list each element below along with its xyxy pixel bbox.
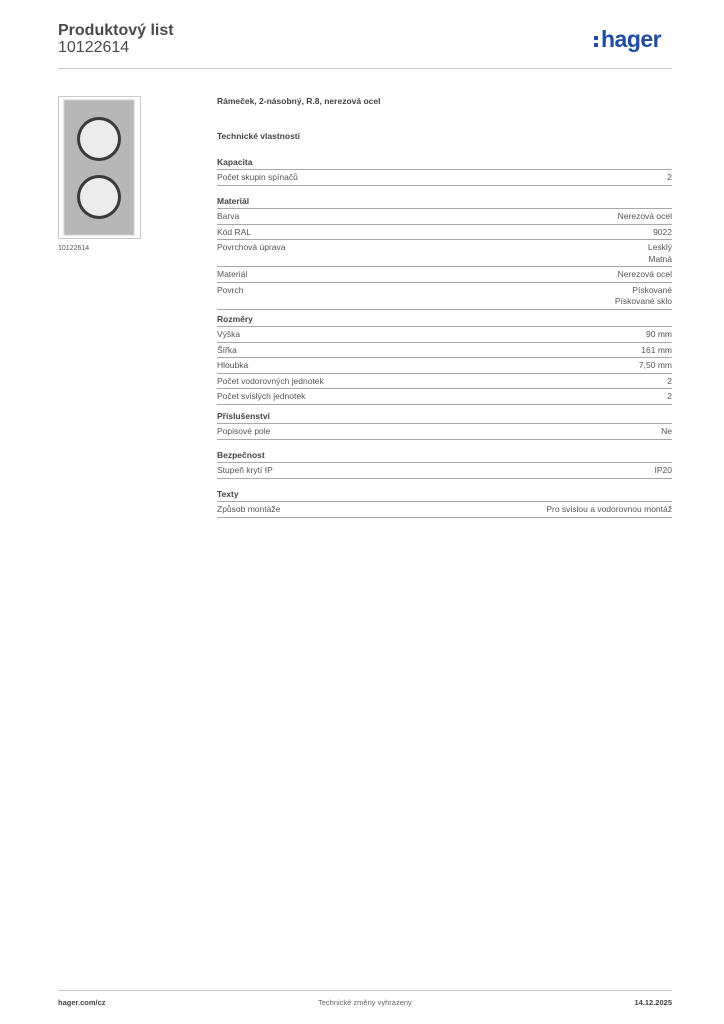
- footer-note: Technické změny vyhrazeny: [318, 998, 412, 1007]
- spec-label: Povrchová úprava: [217, 242, 286, 252]
- section-title: Texty: [217, 489, 672, 502]
- spec-value: 90 mm: [646, 329, 672, 339]
- spec-value: 2: [667, 391, 672, 401]
- spec-value: Pro svislou a vodorovnou montáž: [546, 504, 672, 514]
- logo-text: hager: [601, 26, 662, 52]
- product-name: Rámeček, 2-násobný, R.8, nerezová ocel: [217, 96, 381, 106]
- spec-value: IP20: [654, 465, 672, 475]
- spec-row: [217, 502, 672, 518]
- section-title: Kapacita: [217, 157, 672, 170]
- product-code: 10122614: [58, 39, 130, 56]
- spec-value: Ne: [661, 426, 672, 436]
- spec-value: Nerezová ocel: [617, 269, 672, 279]
- image-caption: 10122614: [58, 245, 90, 252]
- spec-row: [217, 170, 672, 186]
- spec-value: 2: [667, 375, 672, 386]
- spec-row: [217, 358, 672, 374]
- spec-row: [217, 389, 672, 405]
- spec-row: [217, 424, 672, 440]
- tech-properties-title: Technické vlastnosti: [217, 131, 300, 141]
- spec-row: [217, 374, 672, 390]
- spec-label: Hloubka: [217, 360, 249, 370]
- spec-value: 7,50 mm: [638, 360, 672, 370]
- spec-row: [217, 327, 672, 343]
- spec-label: Způsob montáže: [217, 504, 281, 514]
- spec-label: Stupeň krytí IP: [217, 465, 273, 475]
- product-image: [58, 96, 141, 239]
- spec-row: [217, 267, 672, 283]
- spec-row: [217, 343, 672, 359]
- spec-value: Nerezová ocel: [617, 211, 672, 221]
- spec-label: Kód RAL: [217, 226, 252, 237]
- spec-value: Pískované: [632, 284, 672, 295]
- spec-label: Počet svislých jednotek: [217, 391, 306, 401]
- page-title: Produktový list: [58, 22, 174, 39]
- spec-section-material: [217, 196, 672, 310]
- spec-section-prislusenstvi: [217, 411, 672, 440]
- spec-row: [217, 225, 672, 241]
- footer-website-link[interactable]: hager.com/cz: [58, 998, 106, 1007]
- spec-value: Matná: [648, 253, 672, 264]
- section-title: Bezpečnost: [217, 450, 672, 463]
- spec-label: Barva: [217, 211, 240, 221]
- header-divider: [58, 68, 672, 69]
- spec-label: Povrch: [217, 284, 244, 295]
- spec-row: [217, 209, 672, 225]
- spec-value: 161 mm: [641, 344, 672, 355]
- hager-logo: [594, 26, 661, 53]
- spec-label: Popisové pole: [217, 426, 271, 436]
- footer-divider: [58, 990, 672, 991]
- spec-row: [217, 240, 672, 267]
- spec-section-rozmery: [217, 314, 672, 405]
- spec-label: Výška: [217, 329, 241, 339]
- spec-value: Lesklý: [647, 242, 672, 252]
- switch-frame-image: [59, 97, 140, 238]
- spec-value: 2: [667, 172, 672, 182]
- spec-label: Šířka: [217, 344, 237, 355]
- section-title: Rozměry: [217, 314, 672, 327]
- logo-dots-icon: [594, 33, 599, 47]
- spec-value: Pískované sklo: [614, 296, 672, 306]
- spec-section-kapacita: [217, 157, 672, 186]
- spec-section-texty: [217, 489, 672, 518]
- section-title: Příslušenství: [217, 411, 672, 424]
- spec-section-bezpecnost: [217, 450, 672, 479]
- spec-label: Počet skupin spínačů: [217, 172, 298, 182]
- spec-row: [217, 463, 672, 479]
- spec-row: [217, 283, 672, 310]
- spec-label: Materiál: [217, 269, 248, 279]
- section-title: Materiál: [217, 196, 672, 209]
- spec-value: 9022: [653, 226, 672, 237]
- spec-label: Počet vodorovných jednotek: [217, 375, 324, 386]
- footer-date: 14.12.2025: [634, 998, 672, 1007]
